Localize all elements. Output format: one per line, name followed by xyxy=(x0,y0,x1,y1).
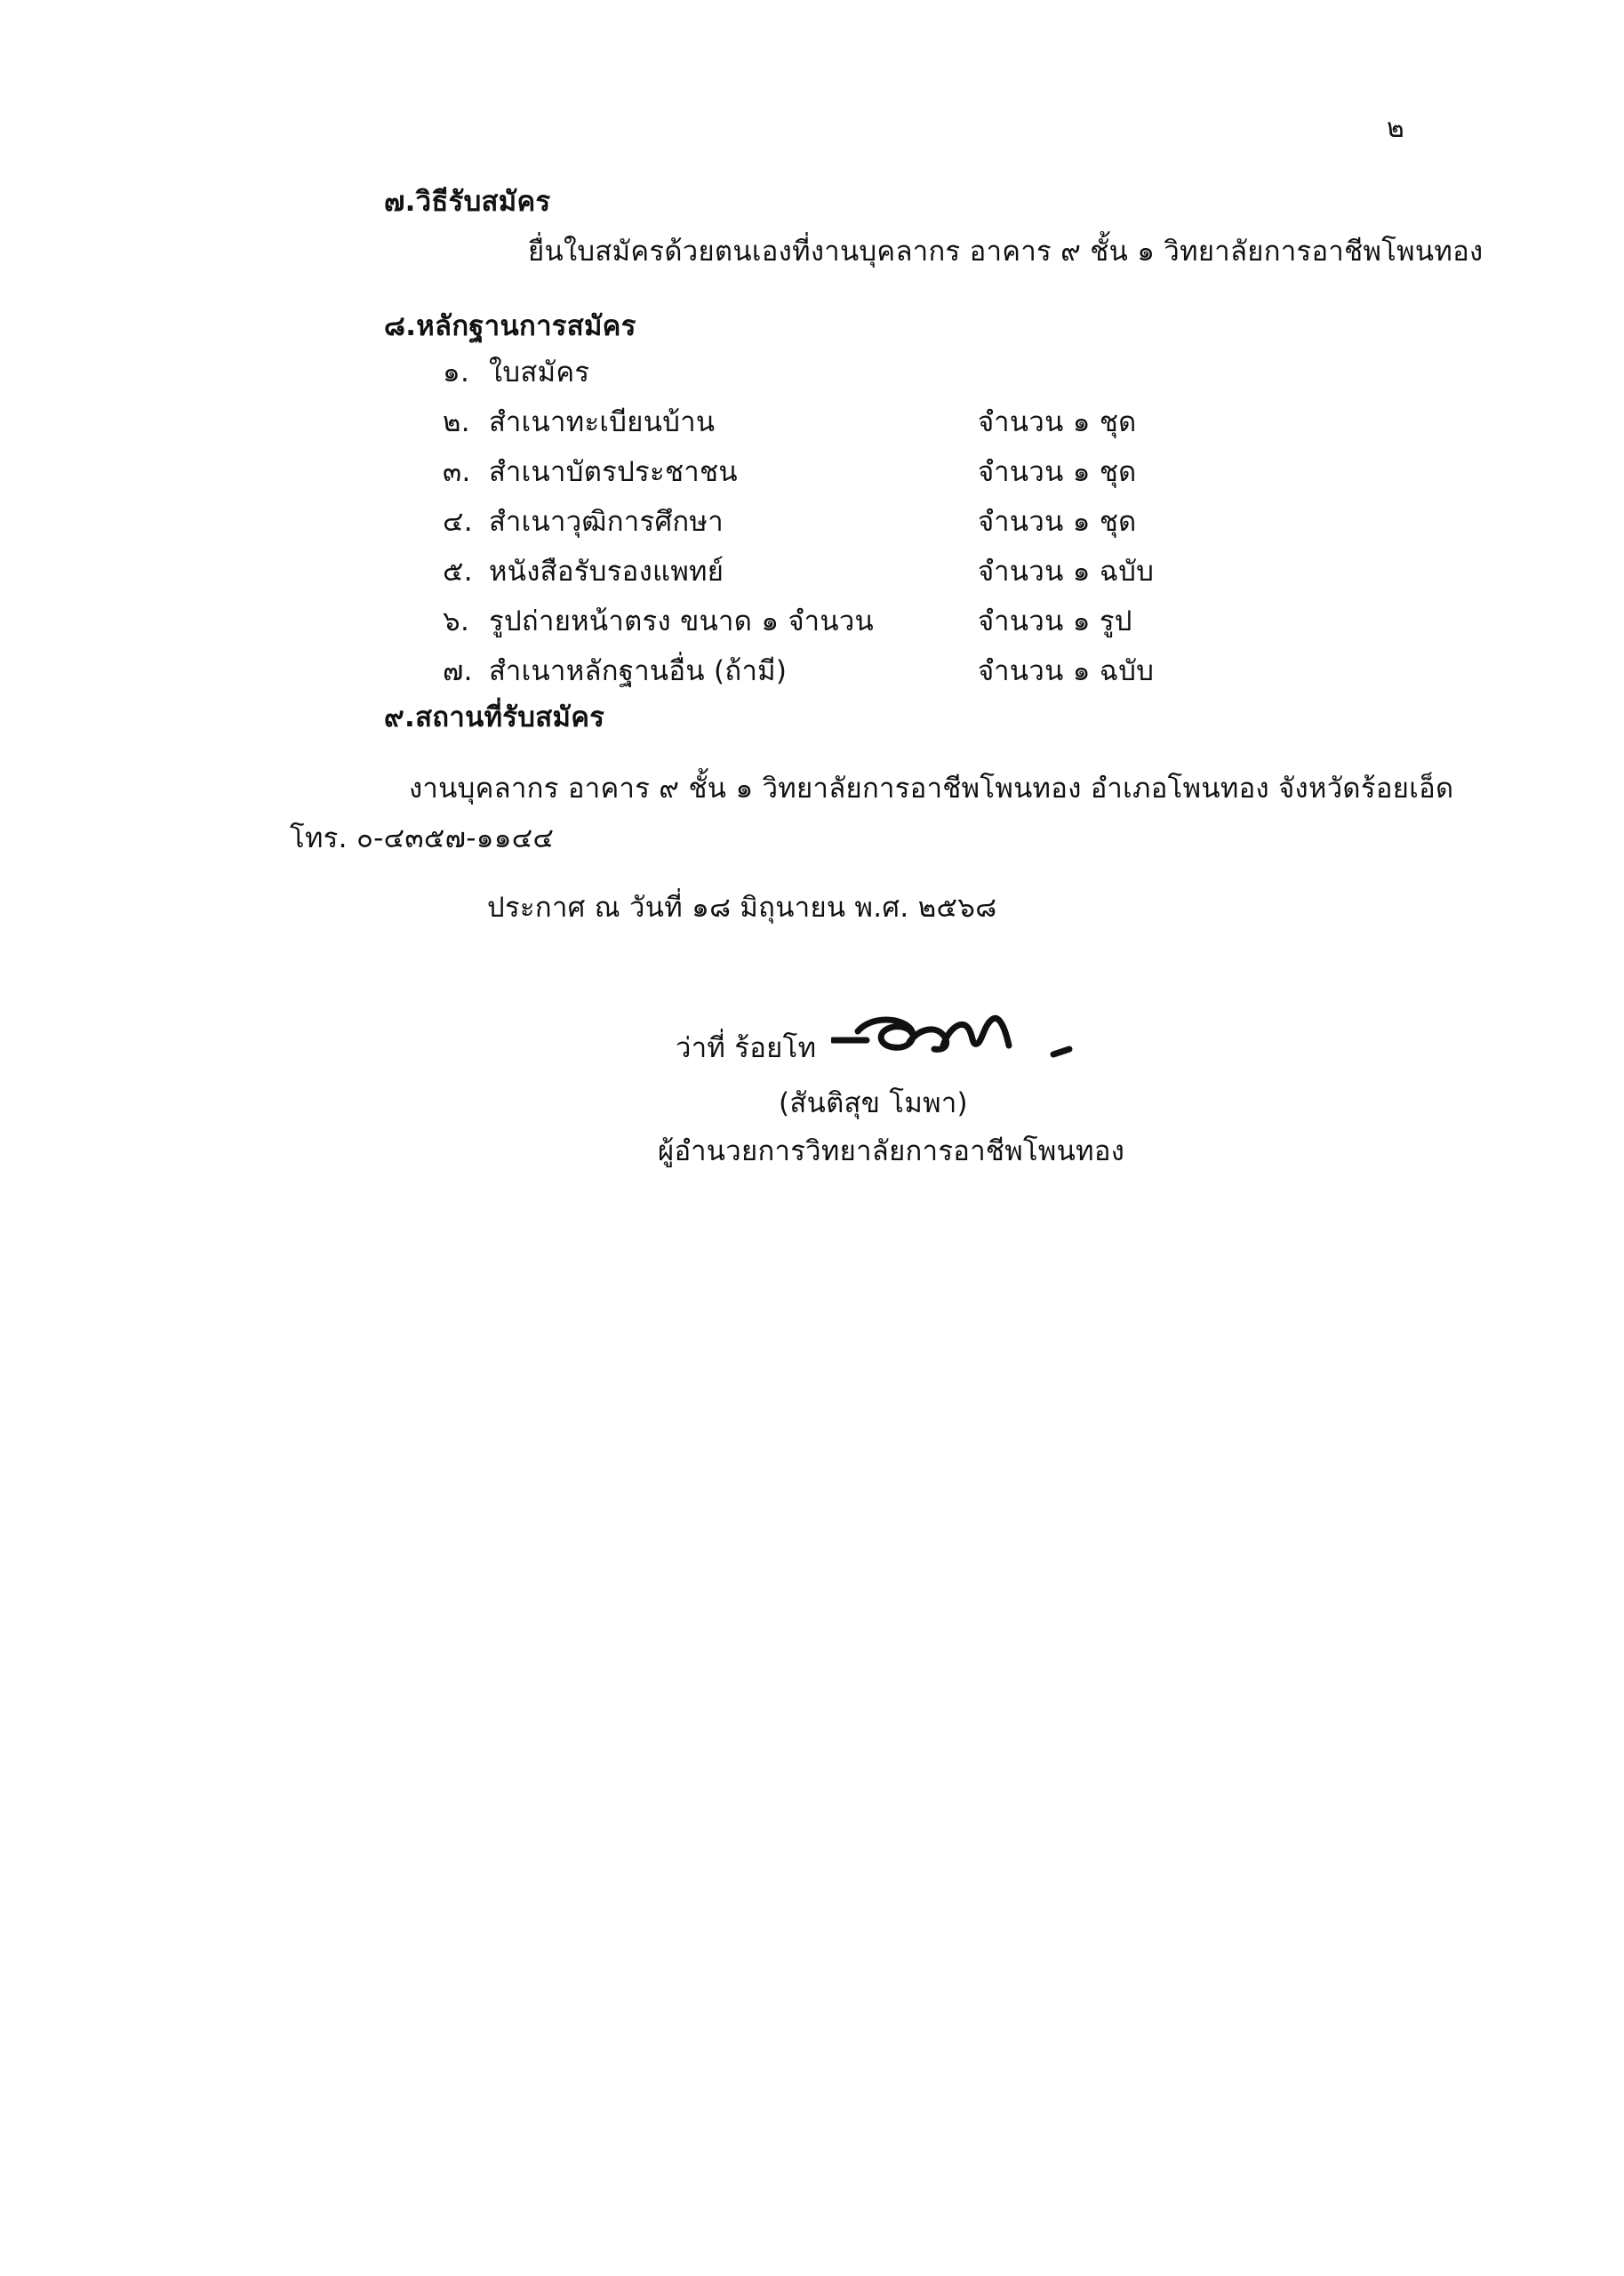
document-number: ๕. xyxy=(443,556,473,588)
section-9-heading: ๙.สถานที่รับสมัคร xyxy=(384,701,605,733)
document-item xyxy=(443,453,1243,496)
document-item xyxy=(443,553,1243,596)
document-number: ๑. xyxy=(443,357,470,389)
document-name: รูปถ่ายหน้าตรง ขนาด ๑ จำนวน xyxy=(489,605,875,637)
document-quantity: จำนวน ๑ ชุด xyxy=(978,406,1137,438)
section-8-heading: ๘.หลักฐานการสมัคร xyxy=(384,310,636,342)
contact-phone: โทร. ๐-๔๓๕๗-๑๑๔๔ xyxy=(290,822,555,854)
section-7-heading: ๗.วิธีรับสมัคร xyxy=(384,186,551,218)
document-quantity: จำนวน ๑ ฉบับ xyxy=(978,655,1155,687)
document-name: หนังสือรับรองแพทย์ xyxy=(489,556,724,588)
document-name: สำเนาบัตรประชาชน xyxy=(489,456,738,488)
document-item xyxy=(443,603,1243,645)
document-quantity: จำนวน ๑ รูป xyxy=(978,605,1132,637)
page-number: ๒ xyxy=(1387,113,1405,144)
document-number: ๓. xyxy=(443,456,471,488)
document-quantity: จำนวน ๑ ชุด xyxy=(978,456,1137,488)
document-number: ๖. xyxy=(443,605,470,637)
document-item xyxy=(443,404,1243,446)
document-number: ๗. xyxy=(443,655,473,687)
document-item xyxy=(443,503,1243,546)
signer-name: (สันติสุข โมพา) xyxy=(779,1087,968,1119)
document-name: สำเนาวุฒิการศึกษา xyxy=(489,506,724,538)
handwritten-signature xyxy=(831,1003,1098,1074)
document-name: ใบสมัคร xyxy=(489,357,590,389)
document-name: สำเนาทะเบียนบ้าน xyxy=(489,406,716,438)
document-item xyxy=(443,653,1243,695)
section-7-body: ยื่นใบสมัครด้วยตนเองที่งานบุคลากร อาคาร ๙ ชั้น ๑ วิทยาลัยการอาชีพโพนทอง xyxy=(528,236,1484,268)
document-quantity: จำนวน ๑ ชุด xyxy=(978,506,1137,538)
document-number: ๔. xyxy=(443,506,473,538)
signer-rank: ว่าที่ ร้อยโท xyxy=(676,1032,817,1064)
document-quantity: จำนวน ๑ ฉบับ xyxy=(978,556,1155,588)
document-name: สำเนาหลักฐานอื่น (ถ้ามี) xyxy=(489,655,788,687)
document-number: ๒. xyxy=(443,406,470,438)
signer-title: ผู้อำนวยการวิทยาลัยการอาชีพโพนทอง xyxy=(658,1135,1125,1167)
document-item xyxy=(443,354,1243,397)
announcement-date: ประกาศ ณ วันที่ ๑๘ มิถุนายน พ.ศ. ๒๕๖๘ xyxy=(487,892,997,924)
section-9-body: งานบุคลากร อาคาร ๙ ชั้น ๑ วิทยาลัยการอาชีพโพนทอง อำเภอโพนทอง จังหวัดร้อยเอ็ด xyxy=(409,773,1454,805)
